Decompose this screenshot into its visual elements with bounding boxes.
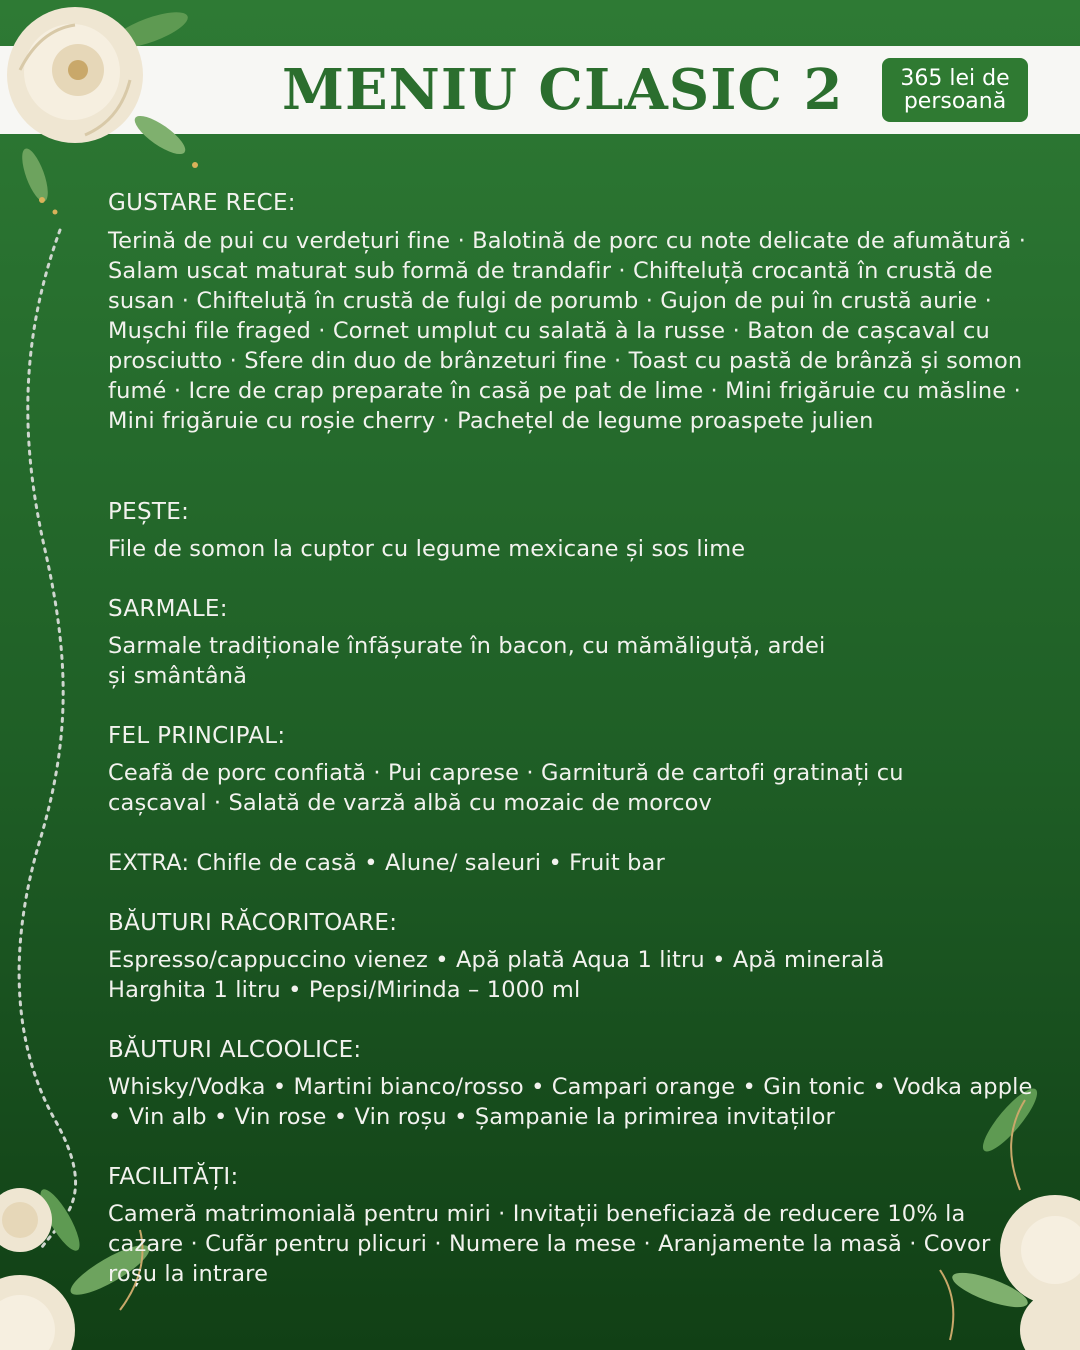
section-heading-bauturi-alcoolice: BĂUTURI ALCOOLICE:	[108, 1037, 362, 1063]
price-badge	[882, 58, 1028, 122]
section-text-fel-principal: Ceafă de porc confiată · Pui caprese · Garnitură de cartofi gratinați cu cașcaval · Salată de varză albă cu mozaic de morcov	[108, 760, 904, 816]
section-text-extra: EXTRA: Chifle de casă • Alune/ saleuri • Fruit bar	[108, 850, 665, 876]
section-text-gustare-rece: Terină de pui cu verdețuri fine · Balotină de porc cu note delicate de afumătură · Salam uscat maturat sub formă de trandafir · Chifteluță crocantă în crustă de susan · Chifteluță în crustă de fulgi de porumb · Gujon de pui în crustă aurie · Mușchi file fraged · Cornet umplut cu salată à la russe · Baton de cașcaval cu prosciutto · Sfere din duo de brânzeturi fine · Toast cu pastă de brânză și somon fumé · Icre de crap preparate în casă pe pat de lime · Mini frigăruie cu măsline · Mini frigăruie cu roșie cherry · Pachețel de legume proaspete julien	[108, 228, 1027, 434]
price-amount: 365 lei de	[900, 66, 1010, 91]
section-heading-sarmale: SARMALE:	[108, 596, 228, 622]
page-title: MENIU CLASIC 2	[282, 57, 844, 123]
section-heading-peste: PEȘTE:	[108, 499, 190, 525]
pearl-string-decoration	[0, 220, 90, 1260]
section-text-bauturi-alcoolice: Whisky/Vodka • Martini bianco/rosso • Campari orange • Gin tonic • Vodka apple • Vin alb • Vin rose • Vin roșu • Șampanie la primirea invitaților	[108, 1074, 1033, 1130]
price-unit: persoană	[903, 89, 1007, 114]
section-text-sarmale: Sarmale tradiționale înfășurate în bacon, cu mămăliguță, ardei și smântână	[108, 633, 826, 689]
section-heading-facilitati: FACILITĂȚI:	[108, 1164, 239, 1190]
section-text-bauturi-racoritoare: Espresso/cappuccino vienez • Apă plată Aqua 1 litru • Apă minerală Harghita 1 litru • Pepsi/Mirinda – 1000 ml	[108, 947, 885, 1003]
section-text-peste: File de somon la cuptor cu legume mexicane și sos lime	[108, 536, 746, 562]
section-heading-gustare-rece: GUSTARE RECE:	[108, 190, 296, 216]
section-heading-fel-principal: FEL PRINCIPAL:	[108, 723, 286, 749]
section-text-facilitati: Cameră matrimonială pentru miri · Invitații beneficiază de reducere 10% la cazare · Cufăr pentru plicuri · Numere la mese · Aranjamente la masă · Covor roșu la intrare	[108, 1201, 991, 1287]
section-heading-bauturi-racoritoare: BĂUTURI RĂCORITOARE:	[108, 910, 398, 936]
